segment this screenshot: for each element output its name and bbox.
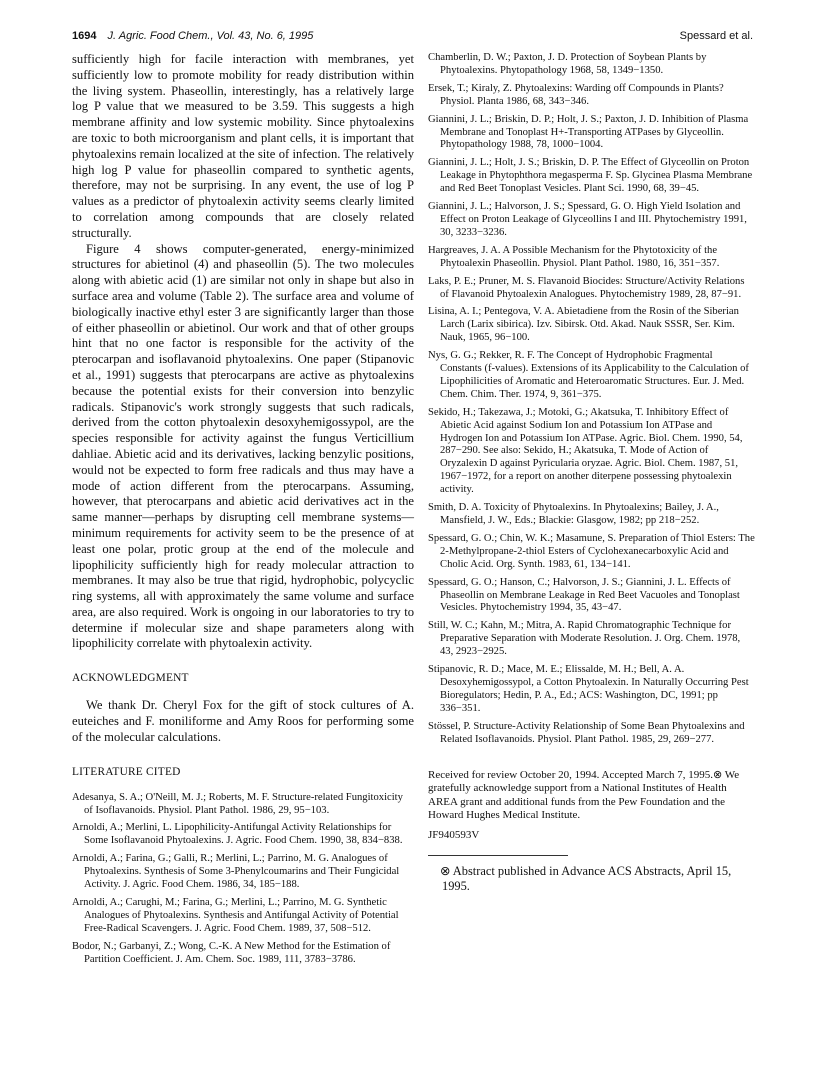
running-header <box>72 30 753 46</box>
reference-item: Ersek, T.; Kiraly, Z. Phytoalexins: Warding off Compounds in Plants? Physiol. Planta 1986, 68, 343−346. <box>428 82 724 107</box>
body-paragraph: sufficiently high for facile interaction with membranes, yet sufficiently low to promote mobility for ready distribution within the living system. Phaseollin, interestingly, has a relatively large log P value that we measured to be 3.59. This suggests a high membrane affinity and low systemic mobility. Since phytoalexins are toxic to both microorganism and plant cells, it is important that phytoalexins remain localized at the site of infection. The relatively high log P value for phaseollin compared to synthetic agents, therefore, may not be surprising. In any event, the use of log P values as a predictor of phytoalexin activity seems clearly limited to correlation among compounds that are closely related structurally. <box>72 52 414 240</box>
manuscript-identifier: JF940593V <box>428 828 480 841</box>
right-column <box>428 52 755 894</box>
reference-item: Chamberlin, D. W.; Paxton, J. D. Protection of Soybean Plants by Phytoalexins. Phytopathology 1968, 58, 1349−1350. <box>428 52 707 76</box>
reference-item: Giannini, J. L.; Halvorson, J. S.; Spessard, G. O. High Yield Isolation and Effect on Proton Leakage of Glyceollins I and III. Phytochemistry 1991, 30, 3233−3236. <box>428 201 747 238</box>
reference-item: Hargreaves, J. A. A Possible Mechanism for the Phytotoxicity of the Phytoalexin Phaseollin. Physiol. Plant Pathol. 1980, 16, 351−357. <box>428 244 720 269</box>
received-note: Received for review October 20, 1994. Accepted March 7, 1995.⊗ We gratefully acknowledge support from a National Institutes of Health AREA grant and additional funds from the Pew Foundation and the Howard Hughes Medical Institute. <box>428 768 740 822</box>
reference-item: Giannini, J. L.; Briskin, D. P.; Holt, J. S.; Paxton, J. D. Inhibition of Plasma Membrane and Tonoplast H+-Transporting ATPases by Glyceollin. Phytopathology 1988, 78, 1000−1004. <box>428 113 749 151</box>
journal-citation: J. Agric. Food Chem., Vol. 43, No. 6, 1995 <box>107 30 314 42</box>
acknowledgment-text: We thank Dr. Cheryl Fox for the gift of stock cultures of A. euteiches and F. moniliforme and Amy Roos for performing some of the molecular calculations. <box>72 698 414 744</box>
reference-item: Giannini, J. L.; Holt, J. S.; Briskin, D. P. The Effect of Glyceollin on Proton Leakage in Phytophthora megasperma F. Sp. Glycinea Plasma Membrane and Red Beet Tonoplast Vesicles. Plant Sci. 1990, 68, 39−45. <box>428 157 753 195</box>
reference-list-left <box>72 792 414 967</box>
reference-item: Lisina, A. I.; Pentegova, V. A. Abietadiene from the Rosin of the Siberian Larch (Larix sibirica). Izv. Sibirsk. Otd. Akad. Nauk SSSR, Ser. Kim. Nauk, 1965, 96−100. <box>428 306 739 344</box>
running-authors: Spessard et al. <box>679 30 753 42</box>
reference-item: Arnoldi, A.; Carughi, M.; Farina, G.; Merlini, L.; Parrino, M. G. Synthetic Analogues of Phytoalexins. Synthesis and Antifungal Activity of Potential Free-Radical Scavengers. J. Agric. Food Chem. 1989, 37, 508−512. <box>72 897 399 934</box>
acknowledgment-heading: ACKNOWLEDGMENT <box>72 672 189 685</box>
abstract-footnote: ⊗ Abstract published in Advance ACS Abstracts, April 15, 1995. <box>440 863 732 893</box>
reference-item: Stipanovic, R. D.; Mace, M. E.; Elissalde, M. H.; Bell, A. A. Desoxyhemigossypol, a Cotton Phytoalexin. In Naturally Occurring Pest Bioregulators; Hedin, P. A., Ed.; ACS: Washington, DC, 1991; pp 336−351. <box>428 664 749 714</box>
left-column <box>72 52 414 972</box>
reference-item: Laks, P. E.; Pruner, M. S. Flavanoid Biocides: Structure/Activity Relations of Flavanoid Phytoalexin Analogues. Phytochemistry 1989, 28, 87−91. <box>428 275 745 300</box>
reference-list-right <box>428 52 755 747</box>
page-number: 1694 <box>72 30 97 42</box>
literature-heading: LITERATURE CITED <box>72 765 181 778</box>
reference-item: Bodor, N.; Garbanyi, Z.; Wong, C.-K. A New Method for the Estimation of Partition Coefficient. J. Am. Chem. Soc. 1989, 111, 3783−3786. <box>72 940 391 965</box>
reference-item: Arnoldi, A.; Merlini, L. Lipophilicity-Antifungal Activity Relationships for Some Isoflavanoid Phytoalexins. J. Agric. Food Chem. 1990, 38, 834−838. <box>72 822 403 847</box>
reference-item: Nys, G. G.; Rekker, R. F. The Concept of Hydrophobic Fragmental Constants (f-values). Extensions of its Applicability to the Calculation of Lipophilicities of Aromatic and Heteroaromatic Structures. Eur. J. Med. Chem. Chim. Ther. 1974, 9, 361−375. <box>428 350 749 400</box>
reference-item: Stössel, P. Structure-Activity Relationship of Some Bean Phytoalexins and Related Isoflavanoids. Physiol. Plant Pathol. 1985, 29, 269−277. <box>428 720 745 745</box>
reference-item: Spessard, G. O.; Hanson, C.; Halvorson, J. S.; Giannini, J. L. Effects of Phaseollin on Membrane Leakage in Red Beet Vacuoles and Tonoplast Vesicles. Phytochemistry 1994, 35, 43−47. <box>428 576 740 614</box>
reference-item: Arnoldi, A.; Farina, G.; Galli, R.; Merlini, L.; Parrino, M. G. Analogues of Phytoalexins. Synthesis of Some 3-Phenylcoumarins and Their Fungicidal Activity. J. Agric. Food Chem. 1986, 34, 185−188. <box>72 853 400 891</box>
reference-item: Spessard, G. O.; Chin, W. K.; Masamune, S. Preparation of Thiol Esters: The 2-Methylpropane-2-thiol Esters of Cyclohexanecarboxylic Acid and Cholic Acid. Org. Synth. 1983, 61, 134−141. <box>428 532 755 570</box>
reference-item: Smith, D. A. Toxicity of Phytoalexins. In Phytoalexins; Bailey, J. A., Mansfield, J. W., Eds.; Blackie: Glasgow, 1982; pp 218−252. <box>428 502 719 526</box>
reference-item: Adesanya, S. A.; O'Neill, M. J.; Roberts, M. F. Structure-related Fungitoxicity of Isoflavanoids. Physiol. Plant Pathol. 1986, 29, 95−103. <box>72 791 403 816</box>
reference-item: Still, W. C.; Kahn, M.; Mitra, A. Rapid Chromatographic Technique for Preparative Separation with Moderate Resolution. J. Org. Chem. 1978, 43, 2923−2925. <box>428 620 741 658</box>
reference-item: Sekido, H.; Takezawa, J.; Motoki, G.; Akatsuka, T. Inhibitory Effect of Abietic Acid against Sodium Ion and Potassium Ion ATPase and Hydrogen Ion and Potassium Ion ATPase. Agric. Biol. Chem. 1990, 54, 287−290. See also: Sekido, H.; Akatsuka, T. Mode of Action of Oryzalexin D against Pyricularia oryzae. Agric. Biol. Chem. 1987, 51, 1967−1972, for a report on another diterpene possessing phytoalexin activity. <box>428 406 743 496</box>
body-paragraph: Figure 4 shows computer-generated, energy-minimized structures for abietinol (4) and phaseollin (5). The two molecules along with abietic acid (1) are similar not only in shape but also in surface area and volume (Table 2). The surface area and volume of biologically inactive ethyl ester 3 are significantly larger than those of either phaseollin or abietinol. Our work and that of other groups hint that no one factor is responsible for the activity of the pterocarpan and isoflavanoid phytoalexins. One paper (Stipanovic et al., 1991) suggests that pterocarpans are active as phytoalexins because the potential exists for their conversion into benzylic radicals. Stipanovic's work strongly suggests that such radicals, derived from the cotton phytoalexin desoxyhemigossypol, are the species responsible for activity against the fungus Verticillium dahliae. Abietic acid and its derivatives, lacking benzylic positions, would not be expected to form free radicals and thus may have a mode of action different from the pterocarpans. Assuming, however, that pterocarpans and abietic acid derivatives act in the same manner—perhaps by disrupting cell membrane systems—minimum requirements for activity seem to be the presence of at least one polar, protic group at the end of the molecule and lipophilicity sufficiently high for ready molecular attraction to membranes. It may also be true that rigid, hydrophobic, polycyclic ring systems, all with approximately the same volume and surface area, are also required. Work is ongoing in our laboratories to try to determine if molecular size and shape parameters along with lipophilicity correlate with phytoalexin activity. <box>72 241 414 651</box>
footnote-rule <box>428 855 568 856</box>
